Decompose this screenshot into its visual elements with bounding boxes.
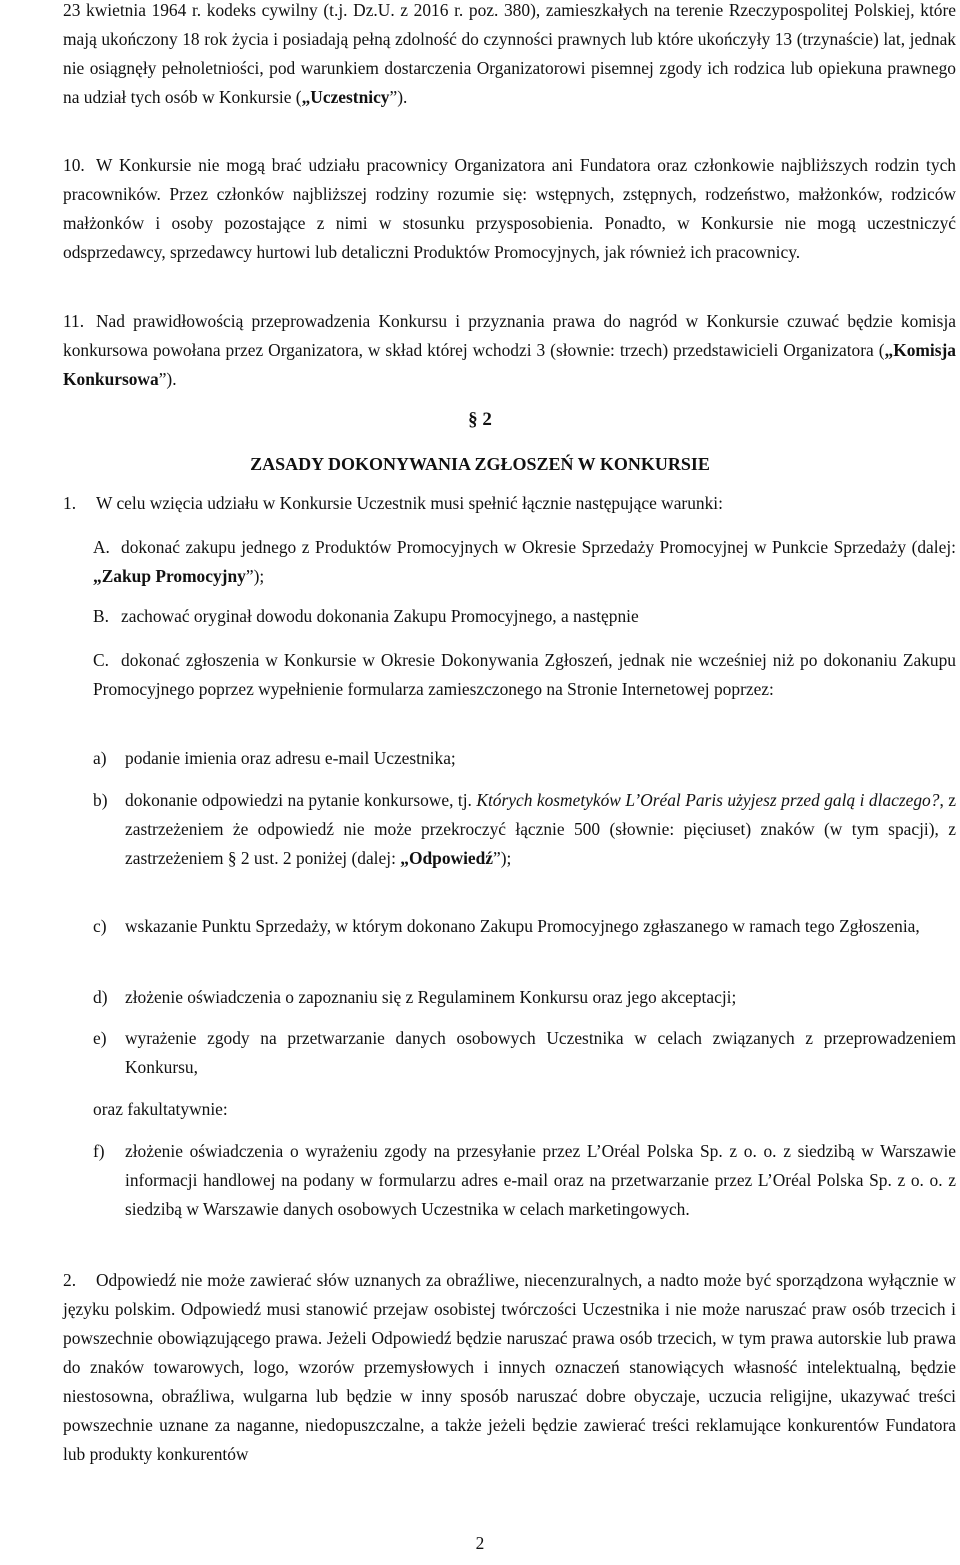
condition-a-label: A. — [93, 537, 110, 557]
optional-label: oraz fakultatywnie: — [93, 1099, 228, 1119]
item-11-number: 11. — [63, 311, 85, 331]
condition-c-text: dokonać zgłoszenia w Konkursie w Okresie Dokonywania Zgłoszeń, jednak nie wcześniej niż po dokonaniu Zakupu Promocyjnego poprzez wypełnienie formularza zamieszczonego na Stronie Internetowej poprzez: — [93, 650, 956, 699]
subpoint-e-text: wyrażenie zgody na przetwarzanie danych osobowych Uczestnika w celach związanych z przeprowadzeniem Konkursu, — [125, 1028, 956, 1077]
item-1-text: W celu wzięcia udziału w Konkursie Uczestnik musi spełnić łącznie następujące warunki: — [96, 493, 723, 513]
term-answer: „Odpowiedź — [400, 848, 494, 868]
condition-b-text: zachować oryginał dowodu dokonania Zakupu Promocyjnego, a następnie — [121, 606, 639, 626]
subpoint-f-label: f) — [93, 1141, 105, 1161]
item-10-text: W Konkursie nie mogą brać udziału pracownicy Organizatora ani Fundatora oraz członkowie najbliższych rodzin tych pracowników. Przez członków najbliższej rodziny rozumie się: wstępnych, zstępnych, rodzeństwo, małżonków, rodziców małżonków i osoby pozostające z nimi w stosunku przysposobienia. Ponadto, w Konkursie nie mogą uczestniczyć odsprzedawcy, sprzedawcy hurtowi lub detaliczni Produktów Promocyjnych, jak również ich pracownicy. — [63, 155, 956, 262]
item-2-text: Odpowiedź nie może zawierać słów uznanych za obraźliwe, niecenzuralnych, a nadto może być sporządzona wyłącznie w języku polskim. Odpowiedź musi stanowić przejaw osobistej twórczości Uczestnika i nie może naruszać praw osób trzecich i powszechnie obowiązującego prawa. Jeżeli Odpowiedź będzie naruszać prawa osób trzecich, w tym prawa autorskie lub prawa do znaków towarowych, logo, wzorów przemysłowych i innych oznaczeń stanowiących własność intelektualną, będzie niestosowna, obraźliwa, wulgarna lub będzie w inny sposób naruszać dobre obyczaje, uczucia religijne, ukazywać treści powszechnie uznane za naganne, niedopuszczalne, a także jeżeli będzie zawierać treści reklamujące konkurentów Fundatora lub produkty konkurentów — [63, 1270, 956, 1464]
participants-paragraph: 23 kwietnia 1964 r. kodeks cywilny (t.j. Dz.U. z 2016 r. poz. 380), zamieszkałych na terenie Rzeczypospolitej Polskiej, które mają ukończony 18 rok życia i posiadają pełną zdolność do czynności prawnych lub które ukończyły 13 (trzynaście) lat, jednak nie osiągnęły pełnoletniości, pod warunkiem dostarczenia Organizatorowi pisemnej zgody ich rodzica lub opiekuna prawnego na udział tych osób w Konkursie („Uczestnicy”). — [63, 0, 956, 107]
condition-a-text: dokonać zakupu jednego z Produktów Promocyjnych w Okresie Sprzedaży Promocyjnej w Punkcie Sprzedaży (dalej: „Zakup Promocyjny”); — [93, 537, 956, 586]
term-participants: „Uczestnicy — [301, 87, 390, 107]
subpoint-a-label: a) — [93, 748, 107, 768]
subpoint-f-text: złożenie oświadczenia o wyrażeniu zgody na przesyłanie przez L’Oréal Polska Sp. z o. o. z siedzibą w Warszawie informacji handlowej na podany w formularzu adres e-mail oraz na przetwarzanie przez L’Oréal Polska Sp. z o. o. z siedzibą w Warszawie danych osobowych Uczestnika w celach marketingowych. — [125, 1141, 956, 1219]
term-committee: „Komisja Konkursowa — [63, 340, 956, 389]
condition-b-label: B. — [93, 606, 109, 626]
term-promo-purchase: „Zakup Promocyjny — [93, 566, 246, 586]
item-2-number: 2. — [63, 1270, 77, 1290]
subpoint-d-label: d) — [93, 987, 108, 1007]
subpoint-b-label: b) — [93, 790, 108, 810]
subpoint-c-label: c) — [93, 916, 107, 936]
contest-question: Których kosmetyków L’Oréal Paris użyjesz przed galą i dlaczego? — [476, 790, 940, 810]
item-11-text: Nad prawidłowością przeprowadzenia Konkursu i przyznania prawa do nagród w Konkursie czuwać będzie komisja konkursowa powołana przez Organizatora, w skład której wchodzi 3 (słownie: trzech) przedstawicieli Organizatora („Komisja Konkursowa”). — [63, 311, 956, 389]
subpoint-b-text: dokonanie odpowiedzi na pytanie konkursowe, tj. Których kosmetyków L’Oréal Paris użyjesz przed galą i dlaczego?, z zastrzeżeniem że odpowiedź nie może przekroczyć łącznie 500 (słownie: pięciuset) znaków (w tym spacji), z zastrzeżeniem § 2 ust. 2 poniżej (dalej: „Odpowiedź”); — [125, 790, 956, 868]
section-mark: § 2 — [468, 409, 492, 430]
subpoint-c-text: wskazanie Punktu Sprzedaży, w którym dokonano Zakupu Promocyjnego zgłaszanego w ramach tego Zgłoszenia, — [125, 916, 920, 936]
item-10-number: 10. — [63, 155, 85, 175]
subpoint-d-text: złożenie oświadczenia o zapoznaniu się z Regulaminem Konkursu oraz jego akceptacji; — [125, 987, 737, 1007]
subpoint-a-text: podanie imienia oraz adresu e-mail Uczestnika; — [125, 748, 456, 768]
subpoint-e-label: e) — [93, 1028, 107, 1048]
condition-c-label: C. — [93, 650, 109, 670]
page-number: 2 — [475, 1533, 485, 1553]
item-1-number: 1. — [63, 493, 77, 513]
section-title: ZASADY DOKONYWANIA ZGŁOSZEŃ W KONKURSIE — [250, 454, 710, 474]
